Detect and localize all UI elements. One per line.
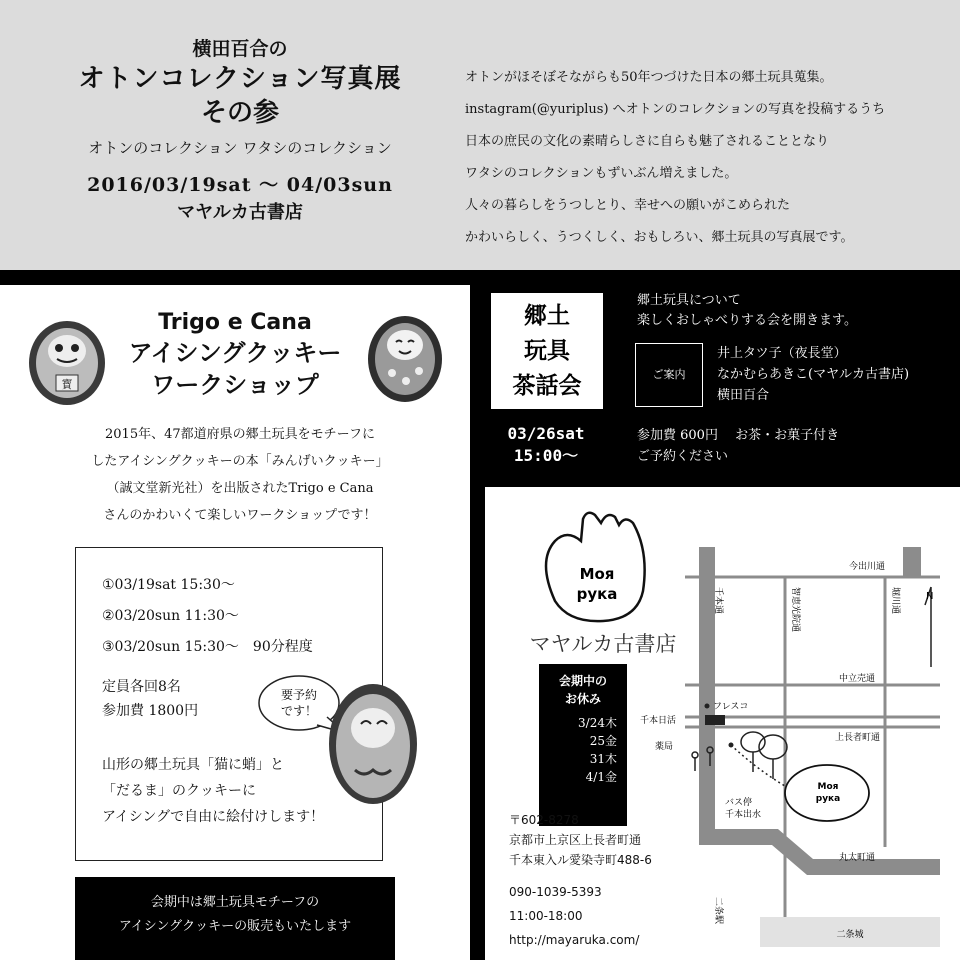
workshop-desc2-line: 「だるま」のクッキーに	[102, 783, 256, 799]
opening-hours: 11:00-18:00	[509, 909, 583, 923]
tea-fee-line: 参加費 600円 お茶・お菓子付き	[637, 428, 840, 443]
daruma-cookie-right-icon	[362, 311, 448, 405]
tea-title-line: 郷土	[524, 303, 570, 329]
tea-party-title	[491, 293, 603, 409]
cinema-marker	[705, 715, 725, 725]
pharmacy-label: 薬局	[655, 742, 674, 752]
workshop-title-line-2: ワークショップ	[151, 371, 319, 399]
shop-name: マヤルカ古書店	[529, 632, 677, 656]
street-kamichojamachi: 上長者町通	[834, 733, 880, 743]
shop-url-link[interactable]: http://mayaruka.com/	[509, 933, 640, 947]
map-logo-1: Моя	[817, 782, 839, 792]
closed-title-line: お休み	[564, 692, 601, 706]
workshop-desc2-line: アイシングで自由に絵付けします！	[102, 809, 325, 825]
title-line-2: オトンコレクション写真展	[78, 64, 402, 94]
tea-intro-line: 郷土玩具について	[637, 293, 741, 308]
session-2: ②03/20sun 11:30〜	[102, 608, 239, 624]
tea-party-panel	[485, 285, 960, 480]
title-line-3: その参	[200, 98, 279, 128]
tea-party-hosts	[717, 343, 909, 406]
tea-intro-line: 楽しくおしゃべりする会を開きます。	[637, 313, 857, 328]
exhibition-header	[0, 0, 960, 270]
street-horikawa: 堀川通	[890, 587, 900, 615]
tea-title-line: 玩具	[524, 338, 570, 364]
closed-title-line: 会期中の	[558, 674, 607, 688]
workshop-brand: Trigo e Cana	[158, 310, 312, 335]
street-chiekoin: 智恵光院通	[790, 587, 800, 633]
street-imadegawa: 今出川通	[848, 562, 885, 572]
exhibition-title-block	[40, 36, 440, 226]
closed-day: 4/1金	[585, 770, 617, 784]
bubble-line-2: です！	[280, 704, 318, 718]
host-name: なかむらあきこ(マヤルカ古書店)	[717, 367, 910, 382]
fresco-label: フレスコ	[713, 702, 749, 712]
intro-line: 日本の庶民の文化の素晴らしさに自らも魅了されることとなり	[465, 134, 830, 149]
north-label: N	[926, 591, 934, 602]
sale-line: 会期中は郷土玩具モチーフの	[150, 895, 320, 910]
daruma-cookie-left-icon	[24, 315, 110, 407]
workshop-title-line-1: アイシングクッキー	[128, 339, 342, 367]
nijo-castle-label: 二条城	[836, 930, 864, 940]
shop-contact	[509, 810, 652, 950]
bubble-line-1: 要予約	[280, 688, 318, 702]
daruma-cookie-bottom-icon	[325, 678, 420, 808]
bus-stop-label-1: バス停	[725, 798, 753, 808]
tea-date: 03/26sat	[507, 424, 585, 443]
address-line-2: 千本東入ル愛染寺町488-6	[509, 853, 652, 867]
exhibition-subtitle: オトンのコレクション ワタシのコレクション	[88, 139, 392, 157]
intro-line: ワタシのコレクションもずいぶん増えました。	[465, 166, 738, 181]
host-name: 横田百合	[717, 388, 770, 403]
street-marutamachi: 丸太町通	[838, 853, 875, 863]
session-1: ①03/19sat 15:30〜	[102, 577, 235, 593]
desc-line: （誠文堂新光社）を出版されたTrigo e Cana	[106, 481, 374, 496]
logo-text-2: рука	[576, 585, 618, 603]
closed-day: 25金	[589, 734, 617, 748]
tea-party-intro	[637, 291, 857, 331]
closed-day: 31木	[589, 752, 617, 766]
closed-day: 3/24木	[578, 716, 617, 730]
intro-line: かわいらしく、うつくしく、おもしろい、郷土玩具の写真展です。	[465, 230, 854, 245]
bus-stop-label-2: 千本出水	[725, 810, 762, 820]
street-senbon: 千本通	[713, 587, 723, 615]
workshop-fee: 参加費 1800円	[102, 703, 199, 719]
tea-title-line: 茶話会	[512, 373, 582, 399]
senbon-nikkatsu-label: 千本日活	[640, 716, 677, 726]
intro-line: instagram(@yuriplus) へオトンのコレクションの写真を投稿するうち	[465, 102, 886, 117]
desc-line: さんのかわいくて楽しいワークショップです！	[103, 508, 377, 523]
tea-party-datetime	[485, 423, 607, 467]
intro-line: オトンがほそぼそながらも50年つづけた日本の郷土玩具蒐集。	[465, 70, 833, 85]
phone-number: 090-1039-5393	[509, 885, 602, 899]
closed-days-box	[539, 664, 627, 826]
workshop-desc2-line: 山形の郷土玩具「猫に蛸」と	[102, 757, 284, 773]
workshop-title	[110, 309, 360, 401]
exhibition-dates: 2016/03/19sat 〜 04/03sun	[87, 174, 393, 196]
desc-line: 2015年、47都道府県の郷土玩具をモチーフに	[105, 427, 375, 442]
workshop-panel	[0, 285, 470, 960]
host-name: 井上タツ子（夜長堂）	[717, 346, 847, 361]
postal-code: 〒602-8278	[509, 813, 579, 827]
address-line-1: 京都市上京区上長者町通	[509, 833, 642, 847]
shop-map-panel	[485, 487, 960, 960]
access-map	[640, 547, 960, 960]
desc-line: したアイシングクッキーの本「みんげいクッキー」	[91, 454, 389, 469]
sale-line: アイシングクッキーの販売もいたします	[118, 919, 352, 934]
map-logo-2: рука	[815, 794, 841, 804]
workshop-capacity: 定員各回8名	[102, 679, 181, 695]
guide-label: ご案内	[635, 343, 703, 407]
intro-line: 人々の暮らしをうつしとり、幸せへの願いがこめられた	[465, 198, 791, 213]
tea-party-fee	[637, 425, 839, 467]
exhibition-venue: マヤルカ古書店	[177, 202, 303, 223]
session-3: ③03/20sun 15:30〜 90分程度	[102, 639, 313, 655]
workshop-description	[60, 421, 420, 529]
cookie-face-text: 寳	[61, 378, 73, 391]
tea-fee-line: ご予約ください	[637, 449, 729, 464]
street-nakadachiuri: 中立売通	[838, 674, 875, 684]
tea-time: 15:00〜	[513, 446, 579, 465]
nijo-station: 二条駅	[713, 897, 723, 925]
cookie-sale-notice	[75, 877, 395, 960]
exhibition-intro	[465, 62, 945, 254]
logo-text-1: Моя	[579, 565, 615, 583]
title-line-1: 横田百合の	[192, 38, 288, 60]
shop-location-logo-icon	[785, 765, 869, 821]
